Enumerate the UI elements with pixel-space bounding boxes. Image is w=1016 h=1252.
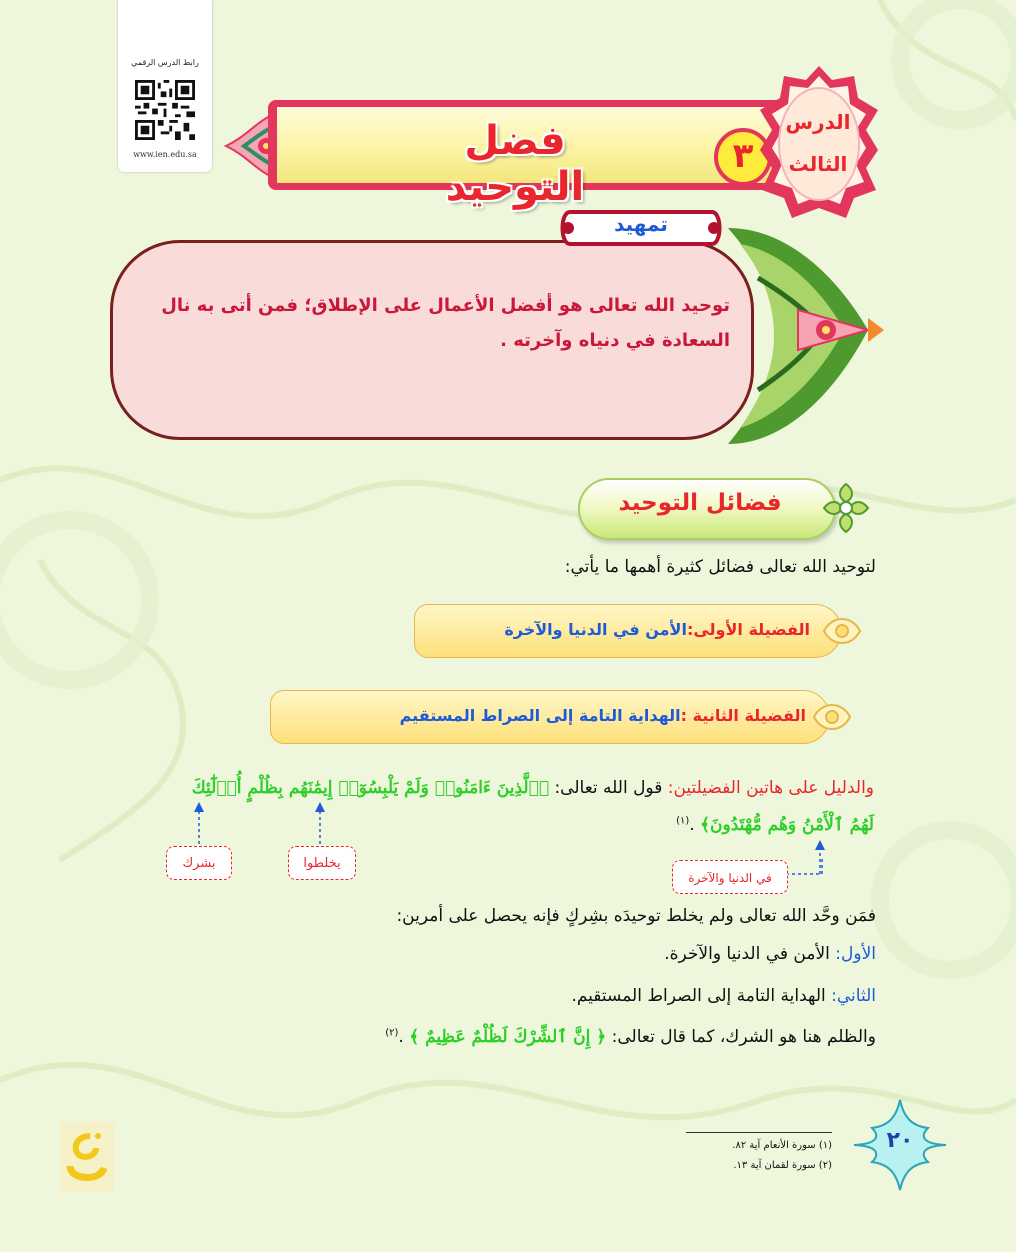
footnote-2: (٢) سورة لقمان آية ١٣. xyxy=(733,1160,832,1171)
intro-text: توحيد الله تعالى هو أفضل الأعمال على الإطلاق؛ فمن أتى به نال السعادة في دنياه وآخرته . xyxy=(161,295,730,352)
annotation-tag-dunya: في الدنيا والآخرة xyxy=(672,860,788,894)
evidence-line xyxy=(40,778,874,798)
virtue-label: الفضيلة الثانية : xyxy=(680,706,806,725)
first-point xyxy=(100,944,876,964)
zulm-verse: ﴿ إِنَّ ٱلشِّرْكَ لَظُلْمٌ عَظِيمٌ ﴾ xyxy=(409,1027,607,1047)
result-paragraph: فمَن وحَّد الله تعالى ولم يخلط توحيدَه بشِركٍ فإنه يحصل على أمرين: xyxy=(396,906,876,926)
lesson-title: فضل التوحيد xyxy=(445,118,585,210)
corner-ornament xyxy=(718,218,884,454)
verse-part-1: ﴿ٱلَّذِينَ ءَامَنُوا۟ وَلَمْ يَلْبِسُوٓا۟ إِيمَٰنَهُم بِظُلْمٍ أُو۟لَٰٓئِكَ xyxy=(191,778,550,798)
virtue-2 xyxy=(280,706,806,725)
zulm-paragraph: والظلم هنا هو الشرك، كما قال تعالى: ﴿ إِنَّ ٱلشِّرْكَ لَظُلْمٌ عَظِيمٌ ﴾ .$^{(٢)}$ xyxy=(385,1027,876,1047)
qr-code-icon[interactable] xyxy=(135,80,195,140)
annotation-tag-yalbisu: يخلطوا xyxy=(288,846,356,880)
bead-icon xyxy=(822,611,862,651)
page-number: ٢٠ xyxy=(886,1128,914,1153)
intro-label: تمهيد xyxy=(614,212,668,236)
verse-part-2: لَهُمُ ٱلْأَمْنُ وَهُم مُّهْتَدُونَ﴾ xyxy=(700,815,874,835)
qr-url[interactable]: www.ien.edu.sa xyxy=(133,150,197,159)
lesson-number: ٣ xyxy=(714,128,772,186)
lesson-badge xyxy=(758,64,880,224)
virtue-label: الفضيلة الأولى: xyxy=(686,620,810,639)
footnote-1: (١) سورة الأنعام آية ٨٢. xyxy=(732,1140,832,1151)
virtue-value: الأمن في الدنيا والآخرة xyxy=(504,620,687,639)
lesson-ordinal: الثالث xyxy=(788,152,848,176)
evidence-label: والدليل على هاتين الفضيلتين: xyxy=(667,778,874,798)
qr-label: رابط الدرس الرقمي xyxy=(131,58,199,67)
virtue-1 xyxy=(420,620,810,639)
qr-card[interactable] xyxy=(118,0,212,172)
section-title: فضائل التوحيد xyxy=(618,490,782,516)
first-label: الأول: xyxy=(835,944,876,964)
evidence-line-2: لَهُمُ ٱلْأَمْنُ وَهُم مُّهْتَدُونَ﴾ .$^{(١)}$ xyxy=(676,815,874,835)
annotation-tag-shirk: بشرك xyxy=(166,846,232,880)
second-label: الثاني: xyxy=(831,986,876,1006)
lesson-word: الدرس xyxy=(785,110,851,134)
footnote-ref-1: (١) xyxy=(676,815,690,827)
evidence-intro: قول الله تعالى: xyxy=(554,778,663,798)
publisher-logo-icon xyxy=(60,1122,114,1192)
virtue-value: الهداية التامة إلى الصراط المستقيم xyxy=(399,706,681,725)
flower-icon xyxy=(820,480,872,536)
footnote-ref-2: (٢) xyxy=(385,1027,399,1039)
second-text: الهداية التامة إلى الصراط المستقيم. xyxy=(571,986,826,1006)
second-point xyxy=(100,986,876,1006)
first-text: الأمن في الدنيا والآخرة. xyxy=(664,944,830,964)
zulm-text: والظلم هنا هو الشرك، كما قال تعالى: xyxy=(611,1027,876,1047)
bead-icon xyxy=(812,697,852,737)
footnote-divider xyxy=(686,1132,832,1133)
lead-text: لتوحيد الله تعالى فضائل كثيرة أهمها ما يأتي: xyxy=(564,557,876,577)
